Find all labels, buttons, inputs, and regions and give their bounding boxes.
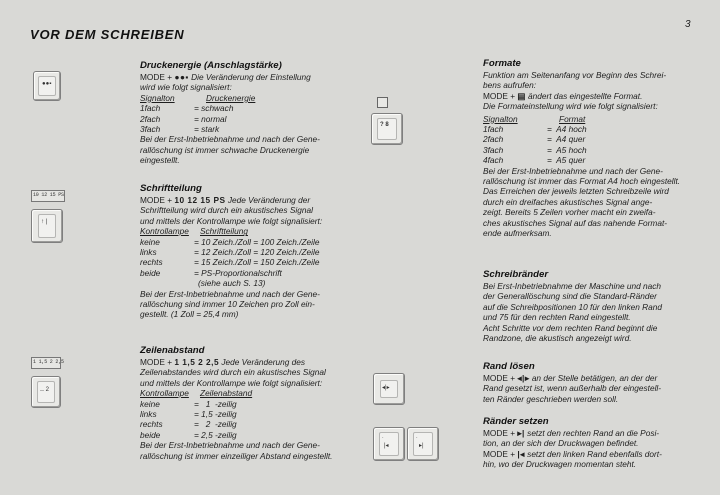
zeilenabstand-key-glyph: ‥ 2 [40, 387, 50, 393]
format-label-icon [377, 97, 388, 108]
schriftteilung-key-glyph: ↑ | [41, 219, 48, 225]
table-row: links = 1,5 -zeilig [140, 409, 237, 420]
druckenergie-key-icon [33, 71, 61, 101]
druckenergie-key-glyph: ●●▪ [42, 81, 52, 87]
raender-setzen-right-line: MODE + ▸| setzt den rechten Rand an die Posi- [483, 428, 660, 438]
schriftteilung-label-strip: 10 12 15 PS [31, 190, 65, 202]
rand-loesen-section: Rand lösen MODE + ◂|▸ an der Stelle betätigen, an der der Rand gesetzt ist, wenn außerhalb der eingestell- ten Ränder geschrieben werden soll. [483, 361, 698, 404]
zeilenabstand-label-strip: 1 1,5 2 2,5 [31, 357, 61, 369]
format-key-icon [371, 113, 403, 145]
druckenergie-mode-line: MODE + ●●▪ Die Veränderung der Einstellung [140, 72, 311, 82]
rand-setzen-left-key-icon: · |◂ [373, 427, 405, 461]
druckenergie-table-header: Signalton Druckenergie [140, 92, 256, 103]
table-row: beide = 2,5 -zeilig [140, 429, 237, 440]
schreibraender-heading: Schreibränder [483, 269, 549, 280]
zeilenabstand-table-header: Kontrollampe Zeilenabstand [140, 388, 253, 399]
table-row: 2fach = normal [140, 113, 227, 124]
schreibraender-section: Schreibränder Bei Erst-Inbetriebnahme der Maschine und nach der Generallöschung sind die Standard-Ränder auf die Schreibpositionen 10 für den linken Rand und 75 für den rechten Rand eingestellt. Acht Schritte vor dem rechten Rand beginnt die Randzone, die akustisch angezeigt wird. [483, 269, 698, 343]
table-row: 4fach = A5 quer [483, 155, 586, 166]
rand-loesen-glyph: ◂|▸ [382, 385, 390, 391]
schriftteilung-key-icon [31, 209, 63, 243]
table-row: 3fach = A5 hoch [483, 144, 587, 155]
formate-section: Formate Funktion am Seitenanfang vor Beginn des Schrei- bens aufrufen: MODE + ▤ ändert das eingestellte Format. Die Formateinstellung wird wie folgt signalisiert: Signalton Format 1fach = A4 hoch 2fach = A4 quer 3fach = A5 hoch 4fach = A5 quer Bei der Erst-Inbetriebnahme und nach der Gene- rallöschung ist immer das Format A4 hoch eingestellt. Das Erreichen der jeweils letzten Schreibzeile wird durch ein dreifaches akustisches Signal ange- zeigt. Bereits 5 Zeilen vorher macht ein zweifa- ches akustisches Signal auf das nahende Format- ende aufmerksam. [483, 58, 698, 239]
schriftteilung-heading: Schriftteilung [140, 183, 202, 194]
page-number: 3 [685, 19, 691, 30]
schriftteilung-table-header: Kontrollampe Schriftteilung [140, 226, 248, 237]
table-row: keine = 1 -zeilig [140, 398, 237, 409]
table-row: 2fach = A4 quer [483, 134, 586, 145]
formate-mode-line: MODE + ▤ ändert das eingestellte Format. [483, 90, 643, 101]
rand-loesen-key-icon [373, 373, 405, 405]
rand-setzen-left-glyph: |◂ [384, 443, 389, 449]
page-title: VOR DEM SCHREIBEN [30, 27, 185, 42]
rand-loesen-heading: Rand lösen [483, 361, 535, 372]
druckenergie-section: Druckenergie (Anschlagstärke) MODE + ●●▪ Die Veränderung der Einstellung wird wie folgt signalisiert: Signalton Druckenergie 1fach = schwach 2fach = normal 3fach = stark Bei der Erst-Inbetriebnahme und nach der Gene- rallöschung ist immer schwache Druckenergie eingestellt. [140, 60, 355, 166]
formate-heading: Formate [483, 58, 521, 69]
raender-setzen-left-line: MODE + |◂ setzt den linken Rand ebenfalls dort- [483, 448, 662, 459]
table-row: rechts = 2 -zeilig [140, 419, 237, 430]
table-row: keine = 10 Zeich./Zoll = 100 Zeich./Zeile [140, 236, 320, 247]
formate-table-header: Signalton Format [483, 113, 586, 124]
zeilenabstand-mode-line: MODE + 1 1,5 2 2,5 Jede Veränderung des [140, 357, 306, 367]
zeilenabstand-heading: Zeilenabstand [140, 345, 205, 356]
table-row: 3fach = stark [140, 124, 220, 135]
format-key-glyph: ? 8 [380, 122, 389, 128]
schriftteilung-mode-line: MODE + 10 12 15 PS Jede Veränderung der [140, 195, 311, 205]
table-row: beide = PS-Proportionalschrift [140, 267, 282, 278]
table-row: 1fach = schwach [140, 103, 234, 114]
table-row: 1fach = A4 hoch [483, 124, 587, 135]
raender-setzen-section: Ränder setzen MODE + ▸| setzt den rechten Rand an die Posi- tion, an der sich der Druckwagen befindet. MODE + |◂ setzt den linken Rand ebenfalls dort- hin, wo der Druckwagen momentan steht. [483, 416, 698, 470]
zeilenabstand-section: Zeilenabstand MODE + 1 1,5 2 2,5 Jede Veränderung des Zeilenabstandes wird durch ein akustisches Signal und mittels der Kontrollampe wie folgt signalisiert: Kontrollampe Zeilenabstand keine = 1 -zeilig links = 1,5 -zeilig rechts = 2 -zeilig beide = 2,5 -zeilig Bei der Erst-Inbetriebnahme und nach der Gene- rallöschung ist immer einzeiliger Abstand eingestellt. [140, 345, 355, 461]
rand-loesen-mode-line: MODE + ◂|▸ an der Stelle betätigen, an der der [483, 373, 658, 383]
zeilenabstand-key-icon [31, 376, 61, 408]
druckenergie-heading: Druckenergie (Anschlagstärke) [140, 60, 282, 71]
schriftteilung-section: Schriftteilung MODE + 10 12 15 PS Jede Veränderung der Schriftteilung wird durch ein akustisches Signal und mittels der Kontrollampe wie folgt signalisiert: Kontrollampe Schriftteilung keine = 10 Zeich./Zoll = 100 Zeich./Zeile links = 12 Zeich./Zoll = 120 Zeich./Zeile rechts = 15 Zeich./Zoll = 150 Zeich./Zeile beide = PS-Proportionalschrift (siehe auch S. 13) Bei der Erst-Inbetriebnahme und nach der Gene- rallöschung sind immer 10 Zeichen pro Zoll ein- gestellt. (1 Zoll = 25,4 mm) [140, 183, 355, 320]
raender-setzen-heading: Ränder setzen [483, 416, 549, 427]
table-row: rechts = 15 Zeich./Zoll = 150 Zeich./Zeile [140, 257, 320, 268]
table-row: links = 12 Zeich./Zoll = 120 Zeich./Zeile [140, 247, 320, 258]
rand-setzen-right-glyph: ▸| [419, 443, 424, 449]
rand-setzen-right-key-icon: · ▸| [407, 427, 439, 461]
